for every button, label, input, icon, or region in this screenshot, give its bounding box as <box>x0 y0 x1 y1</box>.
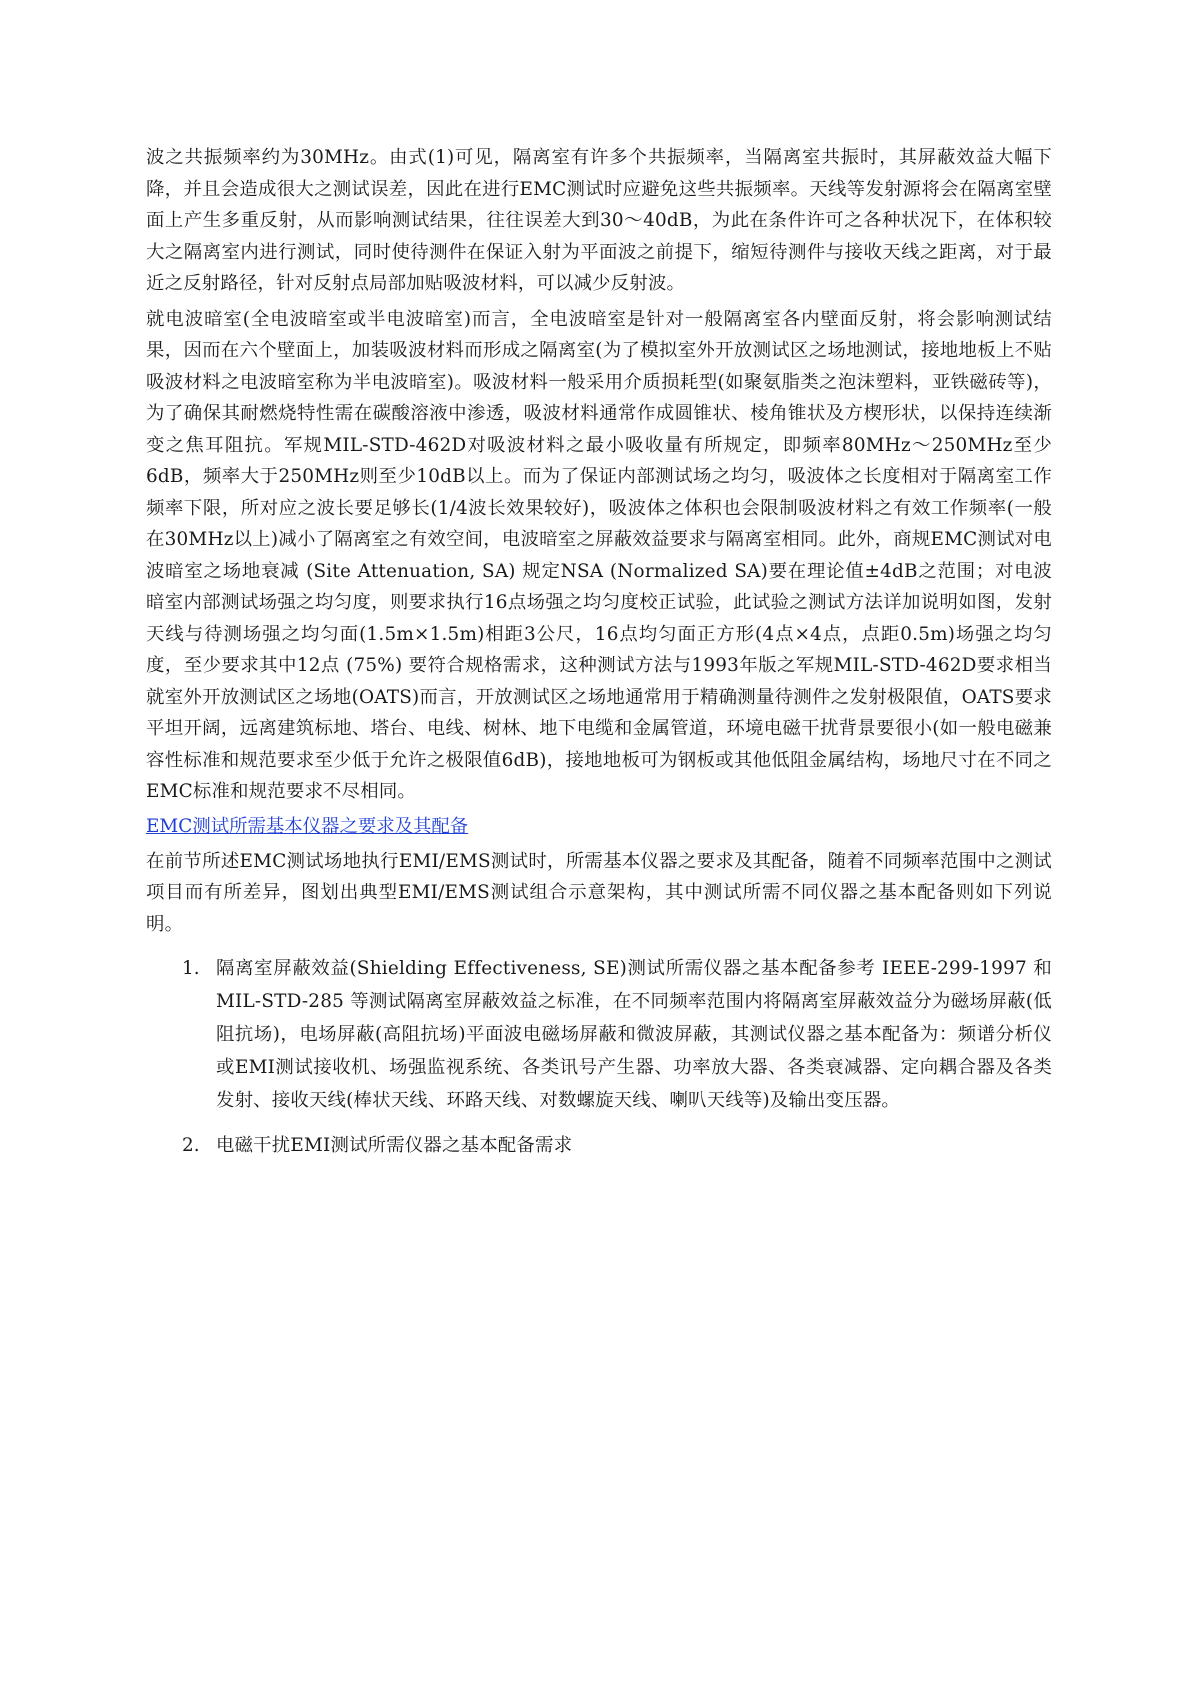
section-link-emc-instruments[interactable]: EMC测试所需基本仪器之要求及其配备 <box>146 815 469 837</box>
paragraph-intro: 在前节所述EMC测试场地执行EMI/EMS测试时，所需基本仪器之要求及其配备，随着不同频率范围中之测试项目而有所差异，图划出典型EMI/EMS测试组合示意架构，其中测试所需不同仪器之基本配备则如下列说明。 <box>146 850 1052 935</box>
instrument-list <box>146 952 1052 1162</box>
paragraph-anechoic-chamber: 就电波暗室(全电波暗室或半电波暗室)而言，全电波暗室是针对一般隔离室各内壁面反射，将会影响测试结果，因而在六个壁面上，加装吸波材料而形成之隔离室(为了模拟室外开放测试区之场地测试，接地地板上不贴吸波材料之电波暗室称为半电波暗室)。吸波材料一般采用介质损耗型(如聚氨脂类之泡沫塑料，亚铁磁砖等)，为了确保其耐燃烧特性需在碳酸溶液中渗透，吸波材料通常作成圆锥状、棱角锥状及方楔形状，以保持连续渐变之焦耳阻抗。军规MIL-STD-462D对吸波材料之最小吸收量有所规定，即频率80MHz～250MHz至少6dB，频率大于250MHz则至少10dB以上。而为了保证内部测试场之均匀，吸波体之长度相对于隔离室工作频率下限，所对应之波长要足够长(1/4波长效果较好)，吸波体之体积也会限制吸波材料之有效工作频率(一般在30MHz以上)减小了隔离室之有效空间，电波暗室之屏蔽效益要求与隔离室相同。此外，商规EMC测试对电波暗室之场地衰减 (Site Attenuation, SA) 规定NSA (Normalized SA)要在理论值±4dB之范围；对电波暗室内部测试场强之均匀度，则要求执行16点场强之均匀度校正试验，此试验之测试方法详加说明如图，发射天线与待测场强之均匀面(1.5m×1.5m)相距3公尺，16点均匀面正方形(4点×4点，点距0.5m)场强之均匀度，至少要求其中12点 (75%) 要符合规格需求，这种测试方法与1993年版之军规MIL-STD-462D要求相当就室外开放测试区之场地(OATS)而言，开放测试区之场地通常用于精确测量待测件之发射极限值，OATS要求平坦开阔，远离建筑标地、塔台、电线、树林、地下电缆和金属管道，环境电磁干扰背景要很小(如一般电磁兼容性标准和规范要求至少低于允许之极限值6dB)，接地地板可为钢板或其他低阻金属结构，场地尺寸在不同之EMC标准和规范要求不尽相同。 <box>146 308 1052 802</box>
list-item <box>146 1129 1052 1162</box>
list-item <box>146 952 1052 1117</box>
list-text: 隔离室屏蔽效益(Shielding Effectiveness, SE)测试所需仪器之基本配备参考 IEEE-299-1997 和 MIL-STD-285 等测试隔离室屏蔽效益之标准，在不同频率范围内将隔离室屏蔽效益分为磁场屏蔽(低阻抗场)，电场屏蔽(高阻抗场)平面波电磁场屏蔽和微波屏蔽，其测试仪器之基本配备为：频谱分析仪或EMI测试接收机、场强监视系统、各类讯号产生器、功率放大器、各类衰减器、定向耦合器及各类发射、接收天线(棒状天线、环路天线、对数螺旋天线、喇叭天线等)及输出变压器。 <box>216 958 1052 1111</box>
document-page <box>146 142 1052 1174</box>
list-text: 电磁干扰EMI测试所需仪器之基本配备需求 <box>216 1135 573 1156</box>
paragraph-resonance: 波之共振频率约为30MHz。由式(1)可见，隔离室有许多个共振频率，当隔离室共振时，其屏蔽效益大幅下降，并且会造成很大之测试误差，因此在进行EMC测试时应避免这些共振频率。天线等发射源将会在隔离室壁面上产生多重反射，从而影响测试结果，往往误差大到30～40dB，为此在条件许可之各种状况下，在体积较大之隔离室内进行测试，同时使待测件在保证入射为平面波之前提下，缩短待测件与接收天线之距离，对于最近之反射路径，针对反射点局部加贴吸波材料，可以减少反射波。 <box>146 147 1052 294</box>
list-number: 2. <box>182 1135 200 1156</box>
list-number: 1. <box>182 958 200 979</box>
